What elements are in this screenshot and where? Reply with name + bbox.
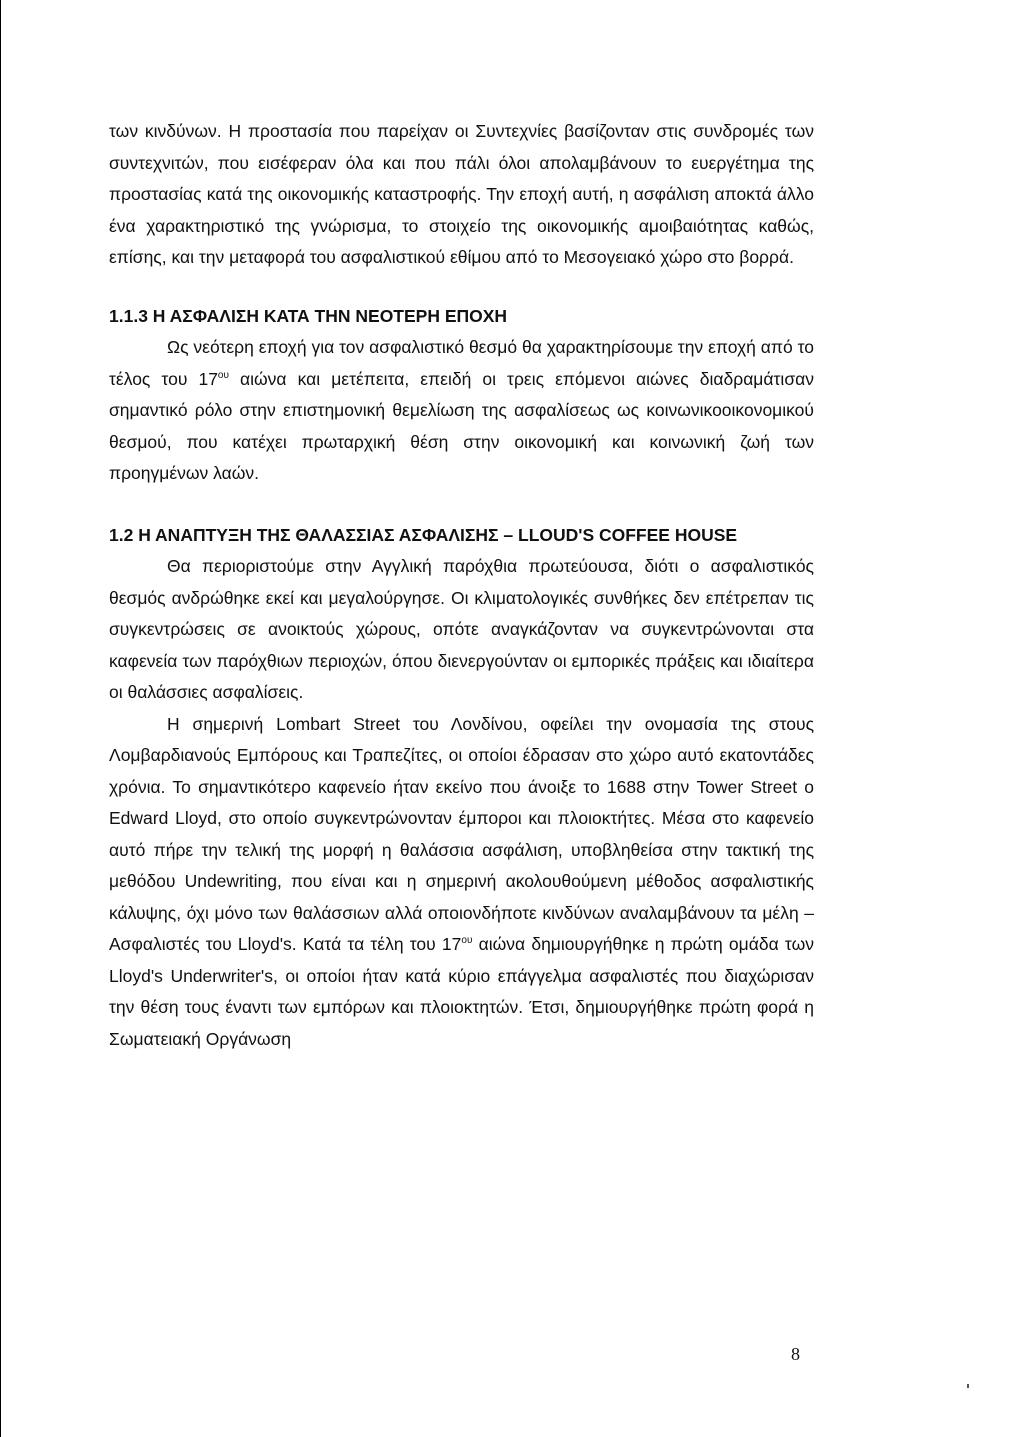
paragraph-intro: των κινδύνων. Η προστασία που παρείχαν οι Συντεχνίες βασίζονταν στις συνδρομές των συντεχνιτών, που εισέφεραν όλα και που πάλι όλοι απολαμβάνουν το ευεργέτημα της προστασίας κατά της οικονομικής καταστροφής. Την εποχή αυτή, η ασφάλιση αποκτά άλλο ένα χαρακτηριστικό της γνώρισμα, το στοιχείο της οικονομικής αμοιβαιότητας καθώς, επίσης, και την μεταφορά του ασφαλιστικού εθίμου από το Μεσογειακό χώρο στο βορρά. <box>109 121 814 267</box>
scan-speck <box>967 1384 969 1388</box>
superscript-ou: ου <box>461 935 473 947</box>
paragraph-london: Θα περιοριστούμε στην Αγγλική παρόχθια πρωτεύουσα, διότι ο ασφαλιστικός θεσμός ανδρώθηκε εκεί και μεγαλούργησε. Οι κλιματολογικές συνθήκες δεν επέτρεπαν τις συγκεντρώσεις σε ανοικτούς χώρους, οπότε αναγκάζονταν να συγκεντρώνονται στα καφενεία των παρόχθιων περιοχών, όπου διενεργούνταν οι εμπορικές πράξεις και ιδιαίτερα οι θαλάσσιες ασφαλίσεις. <box>109 556 814 702</box>
paragraph-modern-era-text-a: Ως νεότερη εποχή για τον ασφαλιστικό θεσμό θα χαρακτηρίσουμε την εποχή από το τέλος του 17 <box>109 337 814 389</box>
paragraph-lombart-street <box>109 709 814 1056</box>
superscript-ou: ου <box>217 369 229 381</box>
page-body <box>109 116 814 1055</box>
paragraph-lombart-text-a: Η σημερινή Lombart Street του Λονδίνου, οφείλει την ονομασία της στους Λομβαρδιανούς Εμπόρους και Τραπεζίτες, οι οποίοι έδρασαν στο χώρο αυτό εκατοντάδες χρόνια. Το σημαντικότερο καφενείο ήταν εκείνο που άνοιξε το 1688 στην Tower Street ο Edward Lloyd, στο οποίο συγκεντρώνονταν έμποροι και πλοιοκτήτες. Μέσα στο καφενείο αυτό πήρε την τελική της μορφή η θαλάσσια ασφάλιση, υποβληθείσα στην τακτική της μεθόδου Undewriting, που είναι και η σημερινή ακολουθούμενη μέθοδος ασφαλιστικής κάλυψης, όχι μόνο των θαλάσσιων αλλά οποιονδήποτε κινδύνων αναλαμβάνουν τα μέλη – Ασφαλιστές του Lloyd's. Κατά τα τέλη του 17 <box>109 713 814 954</box>
section-heading-1-1-3: 1.1.3 Η ΑΣΦΑΛΙΣΗ ΚΑΤΑ ΤΗΝ ΝΕΟΤΕΡΗ ΕΠΟΧΗ <box>109 305 508 326</box>
paragraph-modern-era-text-b: αιώνα και μετέπειτα, επειδή οι τρεις επόμενοι αιώνες διαδραμάτισαν σημαντικό ρόλο στην επιστημονική θεμελίωση της ασφαλίσεως ως κοινωνικοοικονομικού θεσμού, που κατέχει πρωταρχική θέση στην οικονομική και κοινωνική ζωή των προηγμένων λαών. <box>109 368 814 483</box>
paragraph-modern-era <box>109 332 814 490</box>
section-heading-1-2: 1.2 Η ΑΝΑΠΤΥΞΗ ΤΗΣ ΘΑΛΑΣΣΙΑΣ ΑΣΦΑΛΙΣΗΣ – LLOUD'S COFFEE HOUSE <box>109 524 738 545</box>
page-number: 8 <box>791 1344 800 1364</box>
paragraph-lombart-text-b: αιώνα δημιουργήθηκε η πρώτη ομάδα των Lloyd's Underwriter's, οι οποίοι ήταν κατά κύριο επάγγελμα ασφαλιστές που διαχώρισαν την θέση τους έναντι των εμπόρων και πλοιοκτητών. Έτσι, δημιουργήθηκε πρώτη φορά η Σωματειακή Οργάνωση <box>109 934 814 1049</box>
